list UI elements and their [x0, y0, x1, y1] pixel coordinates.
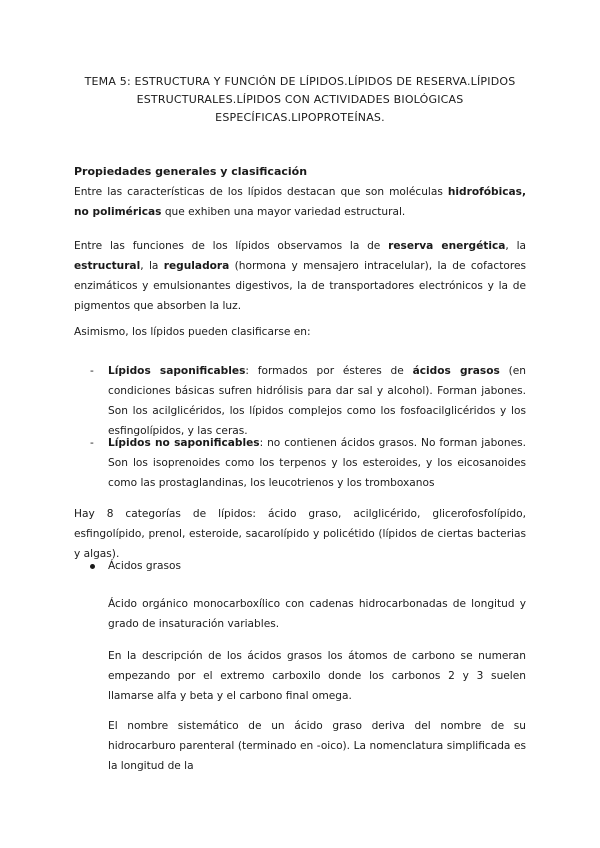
- item1-bold-a: Lípidos saponificables: [108, 365, 246, 377]
- p2-text-e: (hormona y mensajero intracelular), la de cofactores enzimáticos y emulsionantes digestivos, la de transportadores electrónicos y la de pigmentos que absorben la luz.: [74, 260, 526, 312]
- p2-bold-estructural: estructural: [74, 260, 141, 272]
- paragraph-classification-intro: Asimismo, los lípidos pueden clasificarse en:: [74, 326, 311, 338]
- title-line-1: TEMA 5: ESTRUCTURA Y FUNCIÓN DE LÍPIDOS.LÍPIDOS DE RESERVA.LÍPIDOS: [84, 75, 516, 88]
- subparagraph-numbering: En la descripción de los ácidos grasos los átomos de carbono se numeran empezando por el extremo carboxilo donde los carbonos 2 y 3 suelen llamarse alfa y beta y el carbono final omega.: [108, 650, 526, 702]
- p2-text-d: , la: [140, 260, 164, 272]
- p2-text-c: , la: [505, 240, 526, 252]
- subparagraph-definition: Ácido orgánico monocarboxílico con cadenas hidrocarbonadas de longitud y grado de insaturación variables.: [108, 598, 526, 630]
- list-item-saponificables: [90, 361, 526, 441]
- title-line-3: ESPECÍFICAS.LIPOPROTEÍNAS.: [215, 111, 385, 124]
- item2-bold-a: Lípidos no saponificables: [108, 437, 260, 449]
- p2-bold-reserva: reserva energética: [388, 240, 506, 252]
- item1-text-a: : formados por ésteres de: [245, 365, 413, 377]
- list-dash-2: -: [90, 437, 94, 449]
- list-item-no-saponificables: [90, 433, 526, 493]
- subparagraph-nomenclature: El nombre sistemático de un ácido graso deriva del nombre de su hidrocarburo parenteral (terminado en -oico). La nomenclatura simplificada es la longitud de la: [108, 720, 526, 772]
- paragraph-categories: Hay 8 categorías de lípidos: ácido graso, acilglicérido, glicerofosfolípido, esfingolípido, prenol, esteroide, sacarolípido y policétido (lípidos de ciertas bacterias y algas).: [74, 508, 526, 560]
- p2-text-a: Entre las funciones de los lípidos observamos la de: [74, 240, 389, 252]
- p2-bold-reguladora: reguladora: [163, 260, 230, 272]
- section-heading: Propiedades generales y clasificación: [74, 165, 308, 178]
- list-dash-1: -: [90, 365, 94, 377]
- title-line-2: ESTRUCTURALES.LÍPIDOS CON ACTIVIDADES BIOLÓGICAS: [136, 93, 464, 106]
- item1-text-c: (en condiciones básicas sufren hidrólisis para dar sal y alcohol). Forman jabones. Son los acilglicéridos, los lípidos complejos como los fosfoacilglicéridos y los esfingolípidos, y las ceras.: [108, 365, 527, 437]
- document-title: [60, 73, 540, 127]
- bullet-dot-icon: [90, 564, 95, 569]
- bullet-label: Ácidos grasos: [108, 560, 182, 572]
- p1-bold-a: hidrofóbicas, no poliméricas: [74, 186, 526, 218]
- paragraph-characteristics: [74, 182, 526, 222]
- list-item-2-text: [108, 433, 526, 493]
- p1-text-c: que exhiben una mayor variedad estructural.: [161, 206, 406, 218]
- item1-bold-b: ácidos grasos: [412, 365, 500, 377]
- list-item-1-text: [108, 361, 526, 441]
- p1-text-a: Entre las características de los lípidos destacan que son moléculas: [74, 186, 448, 198]
- paragraph-functions: [74, 236, 526, 316]
- item2-text-a: : no contienen ácidos grasos. No forman jabones. Son los isoprenoides como los terpenos y los esteroides, y los eicosanoides como las prostaglandinas, los leucotrienos y los tromboxanos: [108, 437, 526, 489]
